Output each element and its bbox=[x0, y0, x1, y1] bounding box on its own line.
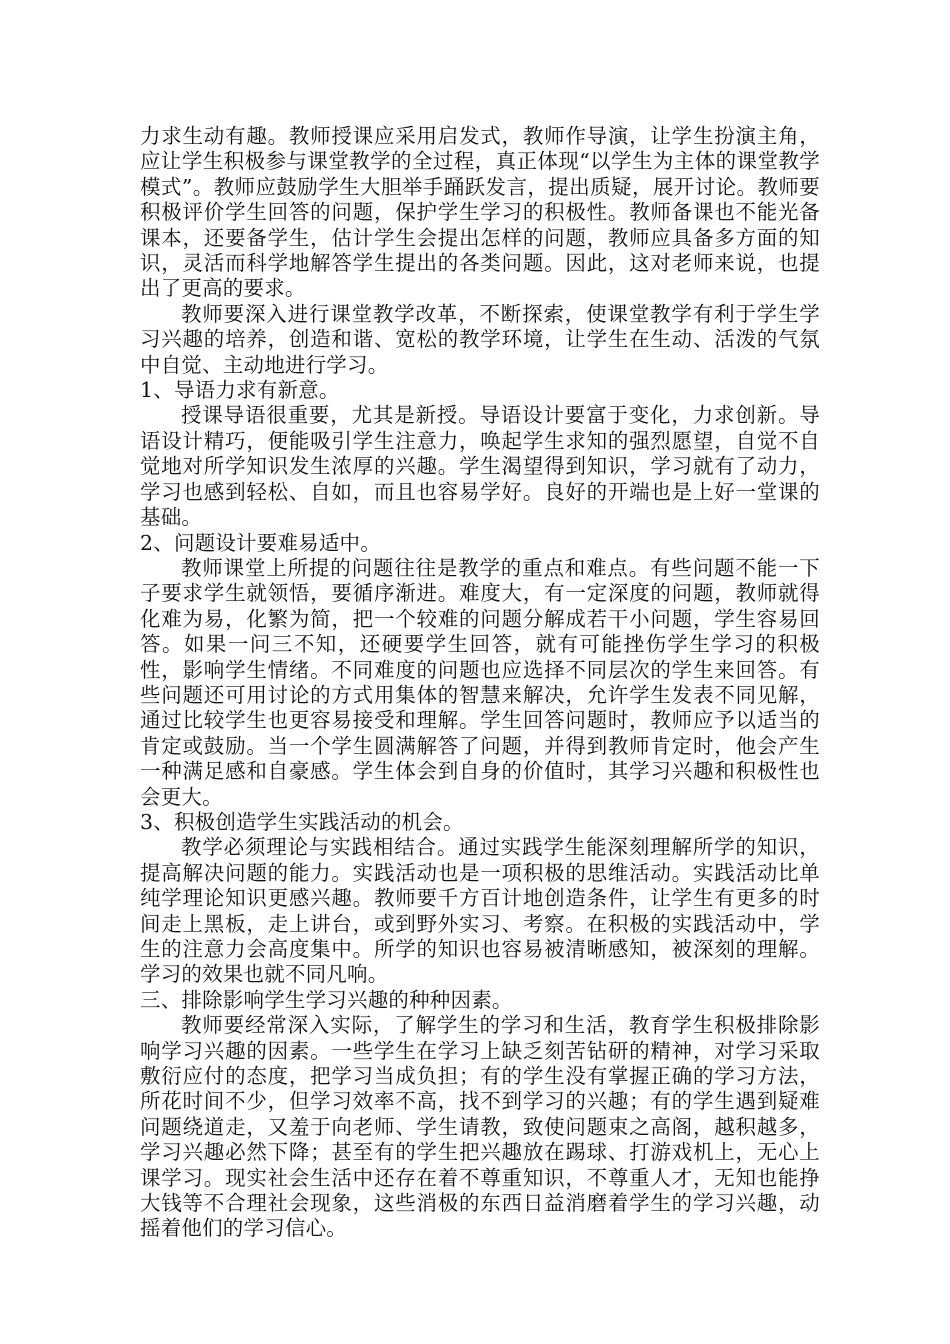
paragraph: 力求生动有趣。教师授课应采用启发式，教师作导演，让学生扮演主角，应让学生积极参与课堂教学的全过程，真正体现“以学生为主体的课堂教学模式”。教师应鼓励学生大胆举手踊跃发言，提出质疑，展开讨论。教师要积极评价学生回答的问题，保护学生学习的积极性。教师备课也不能光备课本，还要备学生，估计学生会提出怎样的问题，教师应具备多方面的知识，灵活而科学地解答学生提出的各类问题。因此，这对老师来说，也提出了更高的要求。 bbox=[140, 124, 820, 301]
paragraph: 教师要深入进行课堂教学改革，不断探索，使课堂教学有利于学生学习兴趣的培养，创造和谐、宽松的教学环境，让学生在生动、活泼的气氛中自觉、主动地进行学习。 bbox=[140, 301, 820, 377]
paragraph: 授课导语很重要，尤其是新授。导语设计要富于变化，力求创新。导语设计精巧，便能吸引学生注意力，唤起学生求知的强烈愿望，自觉不自觉地对所学知识发生浓厚的兴趣。学生渴望得到知识，学习就有了动力，学习也感到轻松、自如，而且也容易学好。良好的开端也是上好一堂课的基础。 bbox=[140, 403, 820, 530]
paragraph: 教师课堂上所提的问题往往是教学的重点和难点。有些问题不能一下子要求学生就领悟，要循序渐进。难度大，有一定深度的问题，教师就得化难为易，化繁为简，把一个较难的问题分解成若干小问题，学生容易回答。如果一问三不知，还硬要学生回答，就有可能挫伤学生学习的积极性，影响学生情绪。不同难度的问题也应选择不同层次的学生来回答。有些问题还可用讨论的方式用集体的智慧来解决，允许学生发表不同见解，通过比较学生也更容易接受和理解。学生回答问题时，教师应予以适当的肯定或鼓励。当一个学生圆满解答了问题，并得到教师肯定时，他会产生一种满足感和自豪感。学生体会到自身的价值时，其学习兴趣和积极性也会更大。 bbox=[140, 555, 820, 809]
section-heading: 1、导语力求有新意。 bbox=[140, 378, 340, 403]
paragraph: 教学必须理论与实践相结合。通过实践学生能深刻理解所学的知识，提高解决问题的能力。实践活动也是一项积极的思维活动。实践活动比单纯学理论知识更感兴趣。教师要千方百计地创造条件，让学生有更多的时间走上黑板，走上讲台，或到野外实习、考察。在积极的实践活动中，学生的注意力会高度集中。所学的知识也容易被清晰感知，被深刻的理解。学习的效果也就不同凡响。 bbox=[140, 835, 820, 987]
section-heading: 2、问题设计要难易适中。 bbox=[140, 530, 381, 555]
paragraph: 教师要经常深入实际，了解学生的学习和生活，教育学生积极排除影响学习兴趣的因素。一些学生在学习上缺乏刻苦钻研的精神，对学习采取敷衍应付的态度，把学习当成负担；有的学生没有掌握正确的学习方法，所花时间不少，但学习效率不高，找不到学习的兴趣；有的学生遇到疑难问题绕道走，又羞于向老师、学生请教，致使问题束之高阁，越积越多，学习兴趣必然下降；甚至有的学生把兴趣放在踢球、打游戏机上，无心上课学习。现实社会生活中还存在着不尊重知识，不尊重人才，无知也能挣大钱等不合理社会现象，这些消极的东西日益消磨着学生的学习兴趣，动摇着他们的学习信心。 bbox=[140, 1013, 820, 1241]
section-heading: 三、排除影响学生学习兴趣的种种因素。 bbox=[140, 987, 513, 1012]
section-heading: 3、积极创造学生实践活动的机会。 bbox=[140, 809, 464, 834]
document-body bbox=[140, 124, 820, 1242]
